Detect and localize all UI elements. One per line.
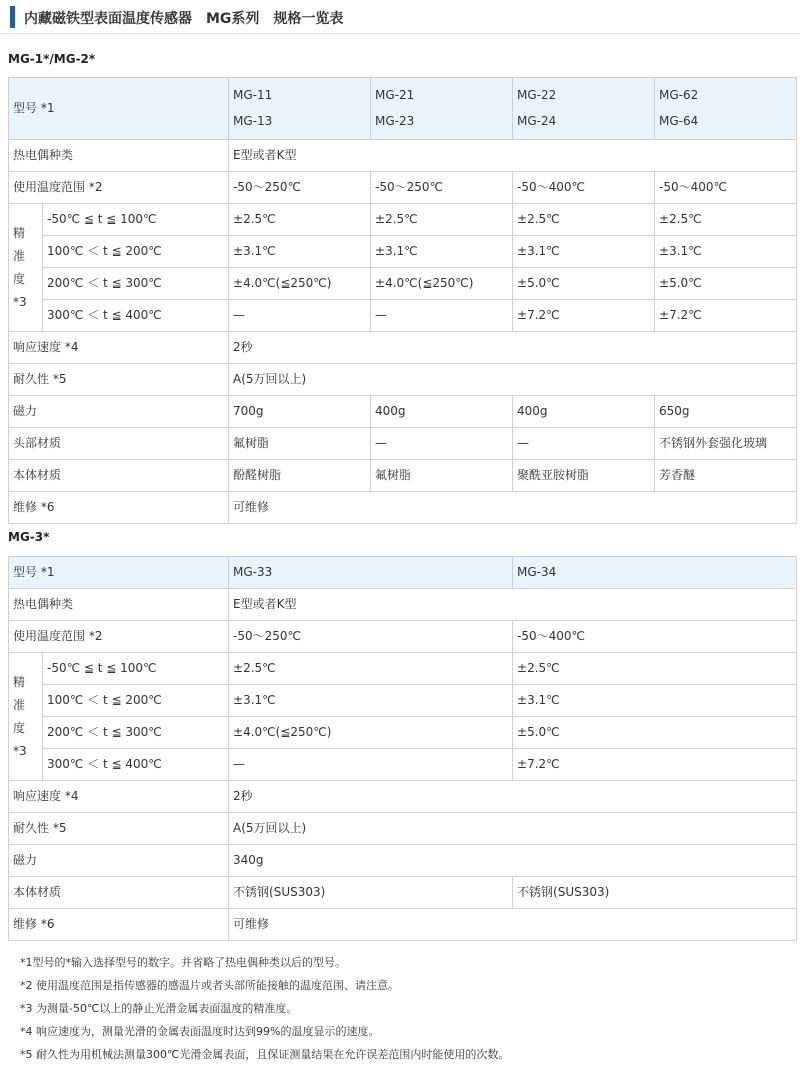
accuracy-condition: 300℃ ＜ t ≦ 400℃ bbox=[43, 749, 229, 781]
footnote: *1型号的*输入选择型号的数字。并省略了热电偶种类以后的型号。 bbox=[20, 956, 346, 969]
accuracy-label-char: 精 bbox=[13, 674, 26, 689]
accuracy-value: ±3.1℃ bbox=[655, 236, 797, 268]
row-label: 本体材质 bbox=[9, 877, 229, 909]
model-label: 型号 *1 bbox=[9, 557, 229, 589]
accuracy-condition: 200℃ ＜ t ≦ 300℃ bbox=[43, 717, 229, 749]
row-label: 耐久性 *5 bbox=[9, 364, 229, 396]
accuracy-value: — bbox=[371, 300, 513, 332]
model-code: MG-64 bbox=[659, 114, 699, 128]
durability-row bbox=[9, 364, 797, 396]
footnote: *3 为测量-50℃以上的静止光滑金属表面温度的精准度。 bbox=[20, 1002, 298, 1015]
row-label: 响应速度 *4 bbox=[9, 332, 229, 364]
accuracy-label bbox=[9, 653, 43, 781]
row-value: -50～250℃ bbox=[229, 172, 371, 204]
accuracy-value: ±2.5℃ bbox=[371, 204, 513, 236]
row-value: 400g bbox=[513, 396, 655, 428]
row-value: -50～400℃ bbox=[513, 172, 655, 204]
row-value: 酚醛树脂 bbox=[229, 460, 371, 492]
row-value: -50～400℃ bbox=[655, 172, 797, 204]
accuracy-value: — bbox=[229, 300, 371, 332]
repair-row bbox=[9, 909, 797, 941]
row-label: 磁力 bbox=[9, 845, 229, 877]
temp-range-row bbox=[9, 172, 797, 204]
row-label: 头部材质 bbox=[9, 428, 229, 460]
accuracy-row bbox=[9, 300, 797, 332]
accuracy-row bbox=[9, 236, 797, 268]
row-value: -50～250℃ bbox=[371, 172, 513, 204]
section-title-mg3: MG-3* bbox=[8, 530, 50, 544]
row-value: 可维修 bbox=[229, 909, 797, 941]
accuracy-row bbox=[9, 749, 797, 781]
accuracy-row bbox=[9, 204, 797, 236]
accuracy-value: ±5.0℃ bbox=[655, 268, 797, 300]
row-value: -50～400℃ bbox=[513, 621, 797, 653]
accuracy-value: ±5.0℃ bbox=[513, 268, 655, 300]
row-value: 不锈钢(SUS303) bbox=[229, 877, 513, 909]
accuracy-value: ±3.1℃ bbox=[229, 236, 371, 268]
row-label: 使用温度范围 *2 bbox=[9, 172, 229, 204]
model-cell bbox=[655, 78, 797, 140]
accuracy-condition: 100℃ ＜ t ≦ 200℃ bbox=[43, 236, 229, 268]
accuracy-value: ±4.0℃(≦250℃) bbox=[229, 717, 513, 749]
row-label: 热电偶种类 bbox=[9, 140, 229, 172]
accuracy-value: ±3.1℃ bbox=[513, 236, 655, 268]
row-value: 可维修 bbox=[229, 492, 797, 524]
model-row bbox=[9, 557, 797, 589]
spec-table-mg3 bbox=[8, 556, 797, 941]
accuracy-row bbox=[9, 653, 797, 685]
model-code: MG-22 bbox=[517, 88, 557, 102]
accuracy-value: ±5.0℃ bbox=[513, 717, 797, 749]
temp-range-row bbox=[9, 621, 797, 653]
accuracy-value: ±3.1℃ bbox=[513, 685, 797, 717]
row-value: A(5万回以上) bbox=[229, 813, 797, 845]
accuracy-value: ±3.1℃ bbox=[229, 685, 513, 717]
accuracy-value: ±7.2℃ bbox=[655, 300, 797, 332]
model-cell bbox=[513, 78, 655, 140]
accuracy-label bbox=[9, 204, 43, 332]
header-divider bbox=[0, 33, 800, 34]
thermocouple-row bbox=[9, 589, 797, 621]
model-row bbox=[9, 78, 797, 140]
accuracy-value: ±2.5℃ bbox=[229, 653, 513, 685]
accuracy-label-char: *3 bbox=[13, 294, 27, 309]
response-row bbox=[9, 781, 797, 813]
accuracy-value: ±4.0℃(≦250℃) bbox=[371, 268, 513, 300]
row-label: 维修 *6 bbox=[9, 492, 229, 524]
page-header bbox=[0, 0, 800, 34]
row-value: 340g bbox=[229, 845, 797, 877]
accuracy-label-char: *3 bbox=[13, 743, 27, 758]
row-label: 耐久性 *5 bbox=[9, 813, 229, 845]
accuracy-condition: 200℃ ＜ t ≦ 300℃ bbox=[43, 268, 229, 300]
model-code: MG-62 bbox=[659, 88, 699, 102]
model-code: MG-21 bbox=[375, 88, 415, 102]
accuracy-label-char: 度 bbox=[13, 720, 26, 735]
accuracy-value: ±2.5℃ bbox=[229, 204, 371, 236]
accuracy-condition: 100℃ ＜ t ≦ 200℃ bbox=[43, 685, 229, 717]
accuracy-row bbox=[9, 717, 797, 749]
row-label: 磁力 bbox=[9, 396, 229, 428]
accuracy-row bbox=[9, 268, 797, 300]
model-cell bbox=[229, 78, 371, 140]
accuracy-row bbox=[9, 685, 797, 717]
section-title-mg1-mg2: MG-1*/MG-2* bbox=[8, 52, 96, 66]
magnet-row bbox=[9, 396, 797, 428]
response-row bbox=[9, 332, 797, 364]
footnote: *5 耐久性为用机械法测量300℃光滑金属表面，且保证测量结果在允许误差范围内时能使用的次数。 bbox=[20, 1048, 510, 1061]
row-value: 氟树脂 bbox=[229, 428, 371, 460]
accuracy-value: ±7.2℃ bbox=[513, 749, 797, 781]
accuracy-label-char: 准 bbox=[13, 248, 26, 263]
thermocouple-row bbox=[9, 140, 797, 172]
model-code: MG-33 bbox=[229, 557, 513, 589]
accuracy-value: ±2.5℃ bbox=[513, 204, 655, 236]
row-label: 本体材质 bbox=[9, 460, 229, 492]
model-cell bbox=[371, 78, 513, 140]
row-value: 氟树脂 bbox=[371, 460, 513, 492]
accuracy-value: ±7.2℃ bbox=[513, 300, 655, 332]
row-value: 聚酰亚胺树脂 bbox=[513, 460, 655, 492]
row-value: — bbox=[513, 428, 655, 460]
header-accent-bar bbox=[10, 6, 15, 28]
row-value: 2秒 bbox=[229, 781, 797, 813]
accuracy-label-char: 度 bbox=[13, 271, 26, 286]
head-material-row bbox=[9, 428, 797, 460]
spec-table-mg1-mg2 bbox=[8, 77, 797, 524]
row-label: 响应速度 *4 bbox=[9, 781, 229, 813]
row-value: A(5万回以上) bbox=[229, 364, 797, 396]
accuracy-condition: -50℃ ≦ t ≦ 100℃ bbox=[43, 204, 229, 236]
row-label: 维修 *6 bbox=[9, 909, 229, 941]
row-value: E型或者K型 bbox=[229, 140, 797, 172]
row-value: E型或者K型 bbox=[229, 589, 797, 621]
row-value: -50～250℃ bbox=[229, 621, 513, 653]
body-material-row bbox=[9, 877, 797, 909]
accuracy-label-char: 精 bbox=[13, 225, 26, 240]
row-value: 芳香醚 bbox=[655, 460, 797, 492]
page-title: 内藏磁铁型表面温度传感器 MG系列 规格一览表 bbox=[24, 11, 344, 27]
row-value: 700g bbox=[229, 396, 371, 428]
accuracy-value: — bbox=[229, 749, 513, 781]
model-code: MG-34 bbox=[513, 557, 797, 589]
accuracy-value: ±4.0℃(≦250℃) bbox=[229, 268, 371, 300]
footnote: *4 响应速度为，测量光滑的金属表面温度时达到99%的温度显示的速度。 bbox=[20, 1025, 380, 1038]
repair-row bbox=[9, 492, 797, 524]
row-value: 2秒 bbox=[229, 332, 797, 364]
row-label: 使用温度范围 *2 bbox=[9, 621, 229, 653]
accuracy-condition: 300℃ ＜ t ≦ 400℃ bbox=[43, 300, 229, 332]
model-code: MG-11 bbox=[233, 88, 273, 102]
magnet-row bbox=[9, 845, 797, 877]
accuracy-value: ±3.1℃ bbox=[371, 236, 513, 268]
accuracy-condition: -50℃ ≦ t ≦ 100℃ bbox=[43, 653, 229, 685]
body-material-row bbox=[9, 460, 797, 492]
row-value: 不锈钢外套强化玻璃 bbox=[655, 428, 797, 460]
model-label: 型号 *1 bbox=[9, 78, 229, 140]
footnote: *2 使用温度范围是指传感器的感温片或者头部所能接触的温度范围、请注意。 bbox=[20, 979, 399, 992]
accuracy-value: ±2.5℃ bbox=[513, 653, 797, 685]
row-label: 热电偶种类 bbox=[9, 589, 229, 621]
accuracy-label-char: 准 bbox=[13, 697, 26, 712]
durability-row bbox=[9, 813, 797, 845]
model-code: MG-23 bbox=[375, 114, 415, 128]
model-code: MG-24 bbox=[517, 114, 557, 128]
row-value: 不锈钢(SUS303) bbox=[513, 877, 797, 909]
row-value: — bbox=[371, 428, 513, 460]
row-value: 400g bbox=[371, 396, 513, 428]
footnotes bbox=[20, 951, 790, 1066]
model-code: MG-13 bbox=[233, 114, 273, 128]
row-value: 650g bbox=[655, 396, 797, 428]
accuracy-value: ±2.5℃ bbox=[655, 204, 797, 236]
